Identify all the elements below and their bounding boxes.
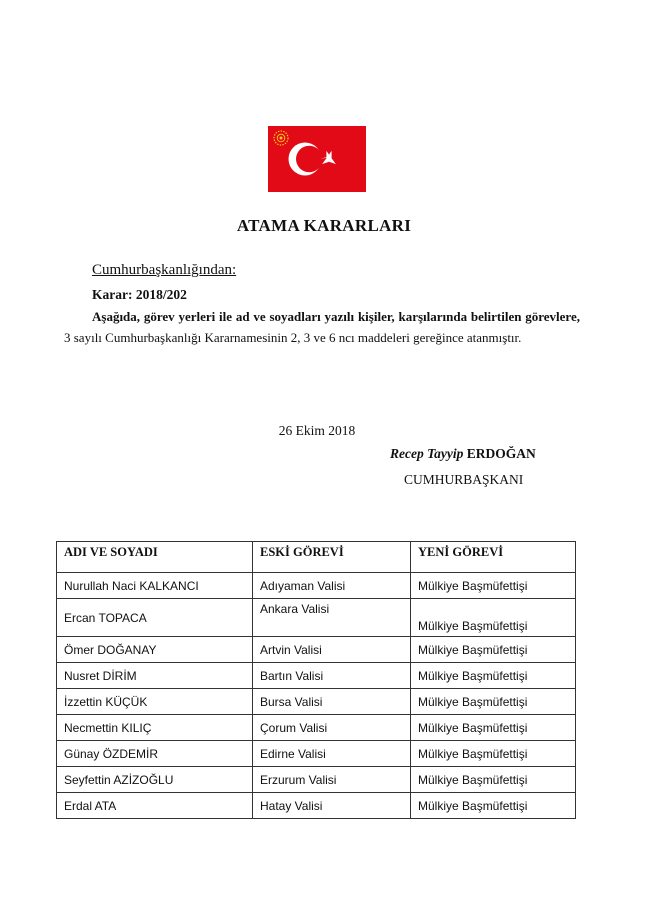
cell-old-position: Edirne Valisi bbox=[253, 741, 411, 767]
cell-name: İzzettin KÜÇÜK bbox=[57, 689, 253, 715]
flag-graphic bbox=[268, 126, 366, 192]
column-header-name: ADI VE SOYADI bbox=[57, 542, 253, 573]
cell-new-position: Mülkiye Başmüfettişi bbox=[411, 793, 576, 819]
cell-old-position: Adıyaman Valisi bbox=[253, 573, 411, 599]
table-row bbox=[57, 793, 576, 819]
cell-old-position: Bartın Valisi bbox=[253, 663, 411, 689]
table-row bbox=[57, 573, 576, 599]
cell-old-position: Hatay Valisi bbox=[253, 793, 411, 819]
signer-title: CUMHURBAŞKANI bbox=[404, 472, 524, 487]
decision-date: 26 Ekim 2018 bbox=[278, 423, 356, 438]
signer-surname: ERDOĞAN bbox=[466, 446, 536, 461]
cell-old-position: Artvin Valisi bbox=[253, 637, 411, 663]
decision-body-lead: Aşağıda, görev yerleri ile ad ve soyadları yazılı kişiler, karşılarında belirtilen görevlere, bbox=[92, 309, 580, 324]
cell-name: Erdal ATA bbox=[57, 793, 253, 819]
cell-new-position: Mülkiye Başmüfettişi bbox=[411, 767, 576, 793]
cell-new-position: Mülkiye Başmüfettişi bbox=[411, 599, 576, 637]
column-header-new-position: YENİ GÖREVİ bbox=[411, 542, 576, 573]
cell-name: Ercan TOPACA bbox=[57, 599, 253, 637]
table-row bbox=[57, 767, 576, 793]
crescent-inner bbox=[296, 146, 322, 172]
table-header-row bbox=[57, 542, 576, 573]
decision-body-rest: 3 sayılı Cumhurbaşkanlığı Kararnamesinin 2, 3 ve 6 ncı maddeleri gereğince atanmıştır. bbox=[64, 329, 522, 345]
table-row bbox=[57, 637, 576, 663]
table-row bbox=[57, 663, 576, 689]
cell-old-position: Bursa Valisi bbox=[253, 689, 411, 715]
cell-old-position: Ankara Valisi bbox=[253, 599, 411, 637]
page-title: ATAMA KARARLARI bbox=[236, 216, 412, 235]
cell-name: Nurullah Naci KALKANCI bbox=[57, 573, 253, 599]
table-row bbox=[57, 715, 576, 741]
signer-name: Recep Tayyip bbox=[390, 446, 464, 461]
decision-number: Karar: 2018/202 bbox=[92, 287, 187, 302]
signer-block bbox=[390, 446, 536, 462]
cell-new-position: Mülkiye Başmüfettişi bbox=[411, 637, 576, 663]
cell-name: Necmettin KILIÇ bbox=[57, 715, 253, 741]
decision-body bbox=[64, 307, 580, 348]
cell-new-position: Mülkiye Başmüfettişi bbox=[411, 715, 576, 741]
issuer-label: Cumhurbaşkanlığından: bbox=[92, 262, 237, 278]
cell-new-position: Mülkiye Başmüfettişi bbox=[411, 741, 576, 767]
cell-old-position: Çorum Valisi bbox=[253, 715, 411, 741]
cell-new-position: Mülkiye Başmüfettişi bbox=[411, 573, 576, 599]
turkish-flag-icon bbox=[268, 126, 366, 192]
table-row bbox=[57, 741, 576, 767]
column-header-old-position: ESKİ GÖREVİ bbox=[253, 542, 411, 573]
cell-name: Nusret DİRİM bbox=[57, 663, 253, 689]
cell-name: Günay ÖZDEMİR bbox=[57, 741, 253, 767]
table-row bbox=[57, 689, 576, 715]
cell-new-position: Mülkiye Başmüfettişi bbox=[411, 663, 576, 689]
table-row bbox=[57, 599, 576, 637]
cell-old-position: Erzurum Valisi bbox=[253, 767, 411, 793]
cell-name: Ömer DOĞANAY bbox=[57, 637, 253, 663]
appointments-table bbox=[56, 541, 576, 819]
cell-name: Seyfettin AZİZOĞLU bbox=[57, 767, 253, 793]
cell-new-position: Mülkiye Başmüfettişi bbox=[411, 689, 576, 715]
